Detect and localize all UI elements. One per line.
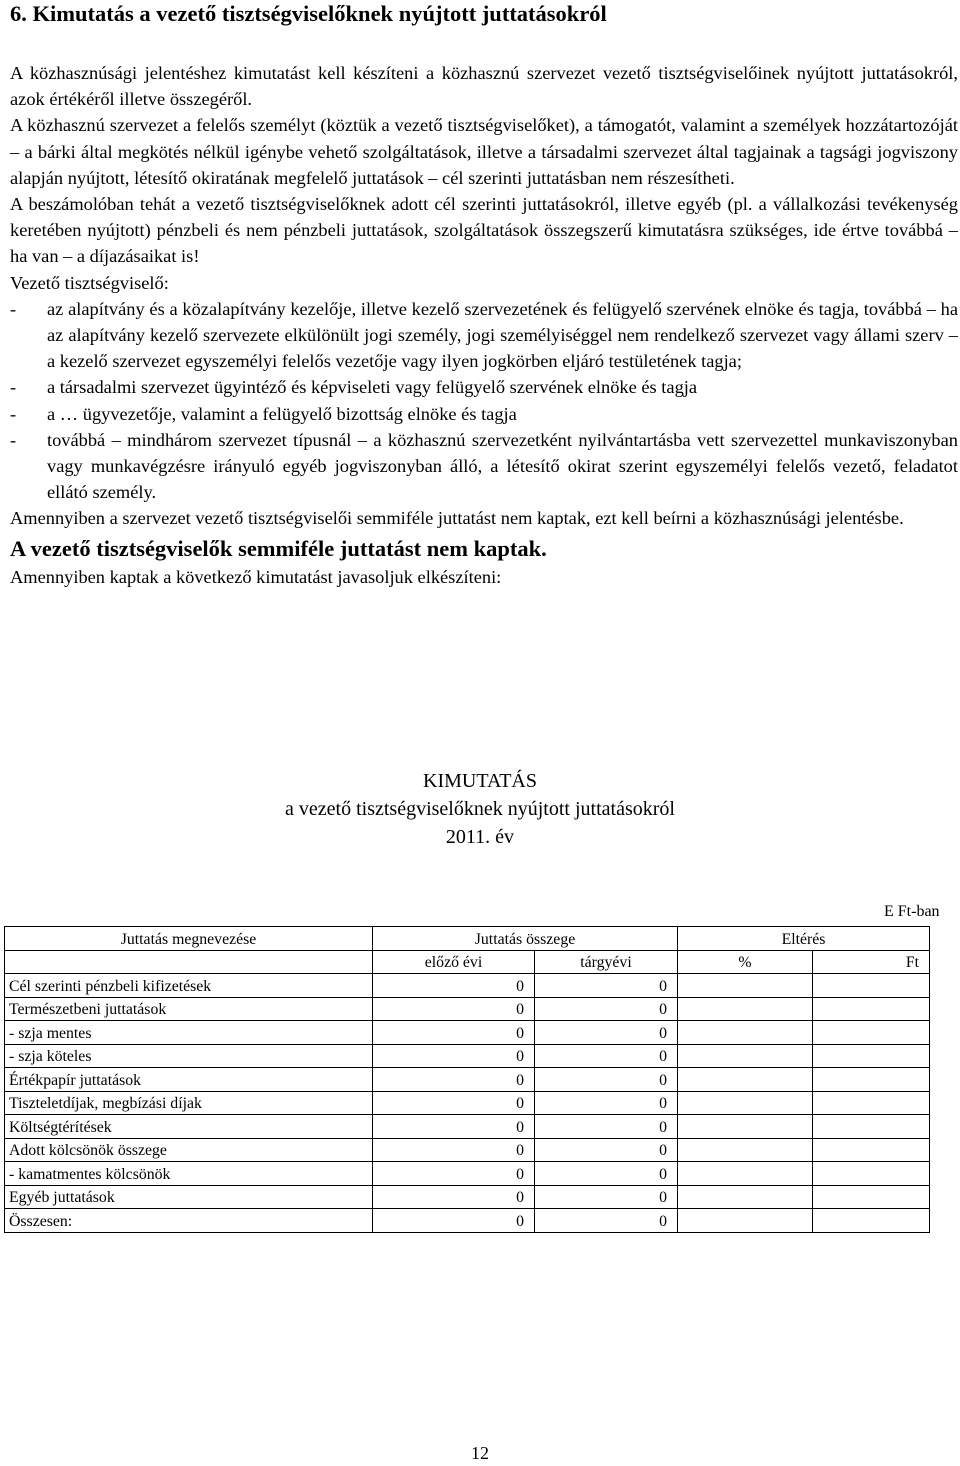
row-label: Természetbeni juttatások: [5, 997, 373, 1021]
row-previous-year-value: 0: [373, 997, 535, 1021]
header-previous-year: előző évi: [373, 950, 535, 974]
list-item: - az alapítvány és a közalapítvány kezelője, illetve kezelő szervezetének és felügyelő szervének elnöke és tagja, továbbá – ha az alapítvány kezelő szervezete elkülönült jogi személy, jogi személyiséggel nem rendelkező szervezet vagy állami szerv – a kezelő szervezet egyszemélyi felelős vezetője vagy ilyen jogkörben eljáró testületének tagja;: [10, 296, 958, 375]
row-ft-value: [813, 974, 930, 998]
row-previous-year-value: 0: [373, 1138, 535, 1162]
row-previous-year-value: 0: [373, 1185, 535, 1209]
row-current-year-value: 0: [535, 1021, 678, 1045]
table-row: [5, 1209, 930, 1233]
table-row: [5, 1115, 930, 1139]
row-current-year-value: 0: [535, 1044, 678, 1068]
row-previous-year-value: 0: [373, 1068, 535, 1092]
list-item: - továbbá – mindhárom szervezet típusnál – a közhasznú szervezetként nyilvántartásba vett szervezettel munkaviszonyban vagy munkavégzésre irányuló egyéb jogviszonyban álló, a létesítő okirat szerint egyszemélyi felelős vezető, feladatot ellátó személy.: [10, 427, 958, 506]
row-label: Költségtérítések: [5, 1115, 373, 1139]
row-percent-value: [678, 1021, 813, 1045]
row-label: - szja köteles: [5, 1044, 373, 1068]
row-current-year-value: 0: [535, 1068, 678, 1092]
row-current-year-value: 0: [535, 1091, 678, 1115]
row-label: Értékpapír juttatások: [5, 1068, 373, 1092]
table-row: [5, 997, 930, 1021]
row-ft-value: [813, 1068, 930, 1092]
table-row: [5, 974, 930, 998]
table-row: [5, 1068, 930, 1092]
table-body: [5, 974, 930, 1233]
row-percent-value: [678, 1209, 813, 1233]
row-percent-value: [678, 1068, 813, 1092]
row-ft-value: [813, 1185, 930, 1209]
header-benefit-name: Juttatás megnevezése: [5, 927, 373, 951]
paragraph-definition-heading: Vezető tisztségviselő:: [10, 272, 169, 293]
row-previous-year-value: 0: [373, 1115, 535, 1139]
list-dash: -: [10, 298, 17, 319]
paragraph-report-requirement: A beszámolóban tehát a vezető tisztségviselőknek adott cél szerinti juttatásokról, illetve egyéb (pl. a vállalkozási tevékenység keretében nyújtott) pénzbeli és nem pénzbeli juttatások, szolgáltatások összegszerű kimutatásra szükséges, ide értve továbbá – ha van – a díjazásaikat is!: [10, 194, 958, 267]
table-subheader-row: [5, 950, 930, 974]
list-dash: -: [10, 403, 17, 424]
paragraph-restriction: A közhasznú szervezet a felelős személyt (köztük a vezető tisztségviselőket), a támogatót, valamint a személyek hozzátartozóját – a bárki által megkötés nélkül igénybe vehető szolgáltatások, illetve a társadalmi szervezet által tagjainak a tagsági jogviszony alapján nyújtott, létesítő okiratának megfelelő juttatások – cél szerinti juttatásban nem részesítheti.: [10, 115, 958, 188]
row-current-year-value: 0: [535, 1185, 678, 1209]
row-percent-value: [678, 1091, 813, 1115]
body-text: [10, 60, 958, 590]
row-previous-year-value: 0: [373, 1021, 535, 1045]
row-current-year-value: 0: [535, 1162, 678, 1186]
table-header-row: [5, 927, 930, 951]
row-ft-value: [813, 1209, 930, 1233]
row-ft-value: [813, 1138, 930, 1162]
list-item: - a társadalmi szervezet ügyintéző és képviseleti vagy felügyelő szervének elnöke és tagja: [10, 374, 958, 400]
row-percent-value: [678, 974, 813, 998]
header-benefit-amount: Juttatás összege: [373, 927, 678, 951]
row-percent-value: [678, 997, 813, 1021]
report-subtitle: a vezető tisztségviselőknek nyújtott juttatásokról: [285, 798, 675, 820]
row-label: Összesen:: [5, 1209, 373, 1233]
table-row: [5, 1162, 930, 1186]
page-number: 12: [471, 1443, 489, 1463]
row-current-year-value: 0: [535, 1138, 678, 1162]
paragraph-intro: A közhasznúsági jelentéshez kimutatást kell készíteni a közhasznú szervezet vezető tisztségviselőinek nyújtott juttatásokról, azok értékéről illetve összegéről.: [10, 63, 958, 110]
row-current-year-value: 0: [535, 1209, 678, 1233]
row-current-year-value: 0: [535, 974, 678, 998]
row-ft-value: [813, 1044, 930, 1068]
report-title: KIMUTATÁS: [423, 770, 537, 792]
row-percent-value: [678, 1138, 813, 1162]
row-label: Egyéb juttatások: [5, 1185, 373, 1209]
row-current-year-value: 0: [535, 1115, 678, 1139]
list-dash: -: [10, 377, 17, 398]
table-row: [5, 1044, 930, 1068]
definition-list: [10, 296, 958, 506]
section-title: 6. Kimutatás a vezető tisztségviselőknek nyújtott juttatásokról: [10, 1, 607, 26]
row-current-year-value: 0: [535, 997, 678, 1021]
benefits-table: [4, 926, 930, 1233]
report-year: 2011. év: [445, 826, 515, 848]
paragraph-no-benefit-instruction: Amennyiben a szervezet vezető tisztségviselői semmiféle juttatást nem kaptak, ezt kell beírni a közhasznúsági jelentésbe.: [10, 508, 904, 529]
table-row: [5, 1021, 930, 1045]
row-percent-value: [678, 1115, 813, 1139]
currency-unit-label: E Ft-ban: [884, 903, 940, 920]
header-difference: Eltérés: [678, 927, 930, 951]
row-percent-value: [678, 1044, 813, 1068]
row-previous-year-value: 0: [373, 1209, 535, 1233]
list-dash: -: [10, 429, 17, 450]
row-previous-year-value: 0: [373, 1162, 535, 1186]
row-ft-value: [813, 1021, 930, 1045]
row-ft-value: [813, 1115, 930, 1139]
row-previous-year-value: 0: [373, 974, 535, 998]
row-label: Cél szerinti pénzbeli kifizetések: [5, 974, 373, 998]
row-ft-value: [813, 1091, 930, 1115]
no-benefit-statement: A vezető tisztségviselők semmiféle juttatást nem kaptak.: [10, 535, 547, 561]
header-ft: Ft: [813, 950, 930, 974]
table-row: [5, 1185, 930, 1209]
subheader-empty: [5, 950, 373, 974]
row-label: - kamatmentes kölcsönök: [5, 1162, 373, 1186]
table-row: [5, 1091, 930, 1115]
list-item: - a … ügyvezetője, valamint a felügyelő bizottság elnöke és tagja: [10, 401, 958, 427]
row-ft-value: [813, 997, 930, 1021]
paragraph-recommendation: Amennyiben kaptak a következő kimutatást javasoljuk elkészíteni:: [10, 566, 502, 587]
header-current-year: tárgyévi: [535, 950, 678, 974]
row-label: - szja mentes: [5, 1021, 373, 1045]
row-percent-value: [678, 1162, 813, 1186]
row-ft-value: [813, 1162, 930, 1186]
row-label: Tiszteletdíjak, megbízási díjak: [5, 1091, 373, 1115]
table-row: [5, 1138, 930, 1162]
row-previous-year-value: 0: [373, 1044, 535, 1068]
row-percent-value: [678, 1185, 813, 1209]
row-label: Adott kölcsönök összege: [5, 1138, 373, 1162]
header-percent: %: [678, 950, 813, 974]
row-previous-year-value: 0: [373, 1091, 535, 1115]
